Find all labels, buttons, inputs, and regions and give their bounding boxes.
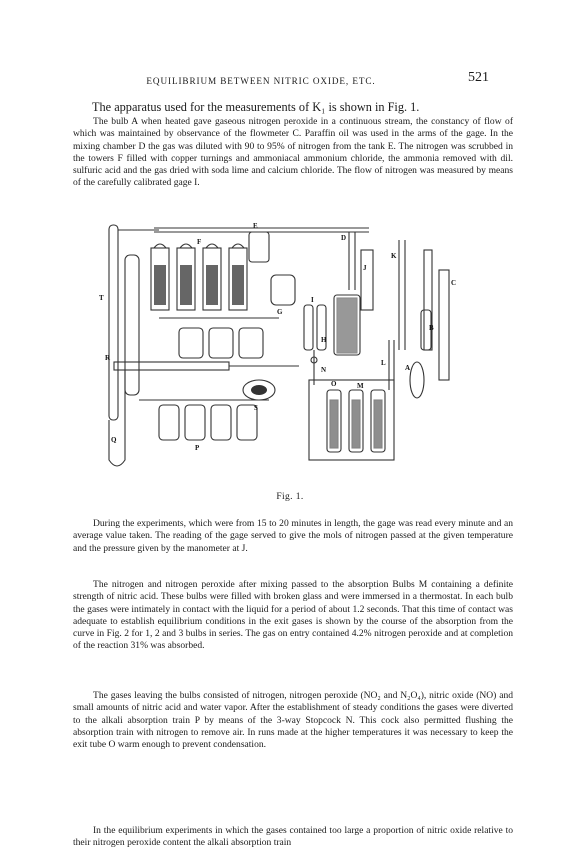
paragraph-experiments: During the experiments, which were from 15 to 20 minutes in length, the gage was read every minute and an average value taken. The reading of the gage served to give the mols of nitrogen passed at the given temperature and the pressure given by the manometer at J. [73, 518, 513, 554]
apparatus-diagram [99, 210, 459, 480]
label-h: H [321, 336, 327, 344]
bulb-a [410, 362, 424, 398]
label-a: A [405, 364, 411, 372]
label-d: D [341, 234, 347, 242]
paragraph-apparatus: The bulb A when heated gave gaseous nitrogen peroxide in a continuous stream, the constancy of flow of which was maintained by observance of the flowmeter C. Paraffin oil was used in the arms of the gage. In the mixing chamber D the gas was diluted with 90 to 95% of nitrogen from the tank E. The nitrogen was scrubbed in the towers F filled with copper turnings and ammoniacal ammonium chloride, the ammonia removed with dil. sulfuric acid and the gas dried with soda lime and calcium chloride. The flow of nitrogen was measured by means of the carefully calibrated gage I. [73, 116, 513, 189]
tube-t [109, 225, 118, 420]
label-f: F [197, 238, 202, 246]
label-b: B [429, 324, 434, 332]
figure-caption: Fig. 1. [276, 492, 304, 502]
label-e: E [253, 222, 258, 230]
page-number: 521 [468, 70, 489, 85]
label-i: I [311, 296, 314, 304]
label-l: L [381, 359, 386, 367]
label-r: R [105, 354, 111, 362]
paragraph-absorption: The nitrogen and nitrogen peroxide after mixing passed to the absorption Bulbs M containing a definite strength of nitric acid. These bulbs were filled with broken glass and were immersed in a thermostat. In each bulb the gases were intimately in contact with the liquid for a period of about 1.2 seconds. That this time of contact was adequate to establish equilibrium conditions in the exit gases is shown by the course of the absorption from the curve in Fig. 2 for 1, 2 and 3 bulbs in series. The gas on entry contained 4.2% nitrogen peroxide and at completion of the reaction 31% was absorbed. [73, 579, 513, 652]
lead-sentence: The apparatus used for the measurements of K₁ is shown in Fig. 1. [92, 100, 420, 114]
label-n: N [321, 366, 327, 374]
apparatus-figure [99, 210, 459, 480]
label-p: P [195, 444, 200, 452]
paragraph-gases: The gases leaving the bulbs consisted of nitrogen, nitrogen peroxide (NO₂ and N₂O₄), nitric oxide (NO) and small amounts of nitric acid and water vapor. After the establishment of steady conditions the gases were diverted to the alkali absorption train P by means of the 3-way Stopcock N. This cock also permitted flushing the absorption train with nitrogen to remove air. In runs made at the higher temperatures it was necessary to keep the exit tube O warm enough to prevent condensation. [73, 690, 513, 751]
label-t: T [99, 294, 104, 302]
label-s: S [254, 404, 258, 412]
tank-e [249, 232, 269, 262]
label-m: M [357, 382, 364, 390]
paragraph-equilibrium: In the equilibrium experiments in which the gases contained too large a proportion of nitric oxide relative to their nitrogen peroxide content the alkali absorption train [73, 825, 513, 849]
label-q: Q [111, 436, 117, 444]
label-g: G [277, 308, 283, 316]
running-header: EQUILIBRIUM BETWEEN NITRIC OXIDE, ETC. [146, 76, 376, 86]
label-j: J [363, 264, 367, 272]
label-o: O [331, 380, 337, 388]
label-k: K [391, 252, 397, 260]
label-c: C [451, 279, 457, 287]
figure-labels [99, 222, 456, 452]
